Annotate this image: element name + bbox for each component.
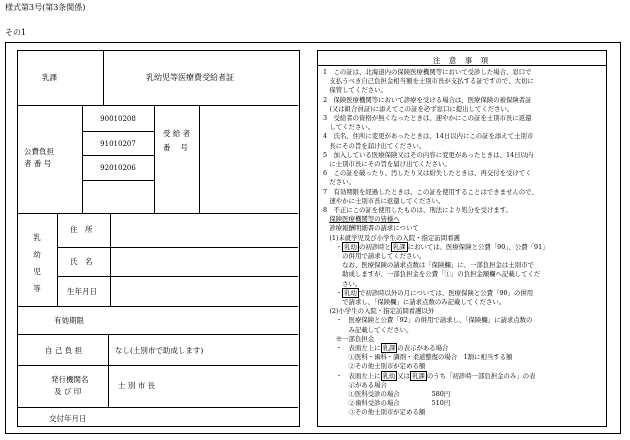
certificate-card [17,50,300,427]
note-line: ださい。 [323,178,355,187]
address-label: 住 所 [70,225,93,234]
note-line: 支払うべき自己負担金相当額を士別市長が支払する証ですので、大切に [323,77,534,86]
payer-number-90: 90010208 [100,115,136,123]
note-line: 4 氏名、住所に変更があったときは、14日以内にこの証を添えて士別市 [323,132,534,141]
note-line: に士別市長にその旨を届け出てください。 [323,160,451,168]
self-pay-label: 自 己 負 担 [45,346,83,355]
payer-label-line1: 公費負担 [24,147,54,156]
issuer-label-line1: 発行機関名 [51,375,89,384]
note-line: 2 保険医療機関等において診療を受ける場合は、医療保険の被保険者証 [323,95,532,104]
payer-number-92: 92010206 [100,164,136,172]
note-line: ・ 医療保険と公費「92」の併用で請求し、「保険欄」に請求点数の [323,316,533,325]
note-line: (1)未就学児及び小学生の入院・指定訪問看護 [323,233,460,242]
note-line: さい。 [323,279,362,288]
group-char-4: 等 [33,284,41,293]
note-line: 7 有効期限を経過したときは、この証を使用することはできませんので、 [323,187,538,196]
group-char-3: 児 [33,267,41,276]
note-line: の併用で請求してください。 [323,252,426,260]
note-line: 6 この証を破ったり、汚したり又は紛失したときは、再交付を受けてく [323,169,532,178]
note-line: 示がある場合 [323,380,387,389]
note-line: ※一部負担金 [323,334,375,343]
notes-title: 注 意 事 項 [432,56,492,65]
note-line: で請求し、「保険欄」に請求点数のみ記載してください。 [323,298,506,306]
self-pay-value: なし(土別市で助成します) [115,346,204,355]
note-line: 保管してください。 [323,86,387,95]
note-line: 1 この証は、北海道内の保険医療機関等において受診した場合、窓口で [323,68,532,76]
note-line: ・ 表面左上に 乳課 の表示がある場合 [323,344,449,352]
note-line: ・ 表面左上に 乳幼 又は 乳課 のうち「初診時一部負担金のみ」の表 [323,371,536,380]
note-line: 速やかに士別市長に返還してください。 [323,196,445,205]
note-line: 長にその旨を届け出てください。 [323,141,426,150]
note-line: 診療報酬明細書の請求について [323,224,419,233]
group-char-1: 乳 [33,233,41,242]
birthdate-label: 生年月日 [67,287,97,296]
note-line: 5 加入している医療保険又はその内容に変更があったときは、14日以内 [323,150,534,159]
group-char-2: 幼 [33,250,41,259]
recipient-label-line1: 受 給 者 [163,129,191,138]
card-title: 乳幼児等医療費受給者証 [146,73,234,82]
note-line: み記載してください。 [323,325,413,334]
note-line: してください。 [323,123,375,132]
note-line: ③その他士別市が定める額 [323,408,426,417]
note-line: (又は組合員証)に添えてこの証を必ず窓口に提出してください。 [323,104,514,113]
recipient-label-line2: 番 号 [163,143,188,152]
issue-date-label: 交付年月日 [49,414,87,423]
division-label: 乳課 [42,73,57,82]
note-line: なお、医療保険の請求点数は「保険欄」に、一部負担金は士別市で [323,261,534,270]
note-line: ・ 乳幼 で初診時以外の月については、医療保険と公費「90」の併用 [323,288,534,297]
sheet-label: その1 [5,28,27,37]
note-line: ・ 乳幼 の初診時と 乳課 においては、医療保険と公費「90」、公費「91」 [323,242,549,251]
note-line: ①医科・歯科・調剤・柔道整復の場合 1割に相当する額 [323,353,513,362]
notes-panel [317,50,607,427]
payer-number-91: 91010207 [100,140,136,148]
note-line: ①医科受診の場合 580円 [323,390,451,398]
note-line: ②歯科受診の場合 510円 [323,399,451,408]
note-line: 3 受給者の資格が無くなったときは、速やかにこの証を士別市長に返還 [323,114,532,122]
note-line: (2)小学生の入院・指定訪問看護以外 [323,307,435,316]
note-line: 助成しますが、一部負担金を公費「①」の負担金額欄へ記載してくだ [323,270,541,279]
note-line: 8 不正にこの証を使用したものは、刑法により処分を受けます。 [323,206,512,214]
payer-label-line2: 者 番 号 [24,159,52,168]
name-label: 氏 名 [70,257,93,266]
note-line: 保険医療機関等の皆様へ [329,215,400,224]
form-number: 様式第3号(第3条関係) [5,3,86,12]
issuer-label-line2: 及 び 印 [54,387,82,396]
validity-label: 有効期限 [54,316,84,325]
issuer-value: 士 別 市 長 [118,381,156,390]
note-line: ②その他士別市が定める額 [323,362,426,371]
